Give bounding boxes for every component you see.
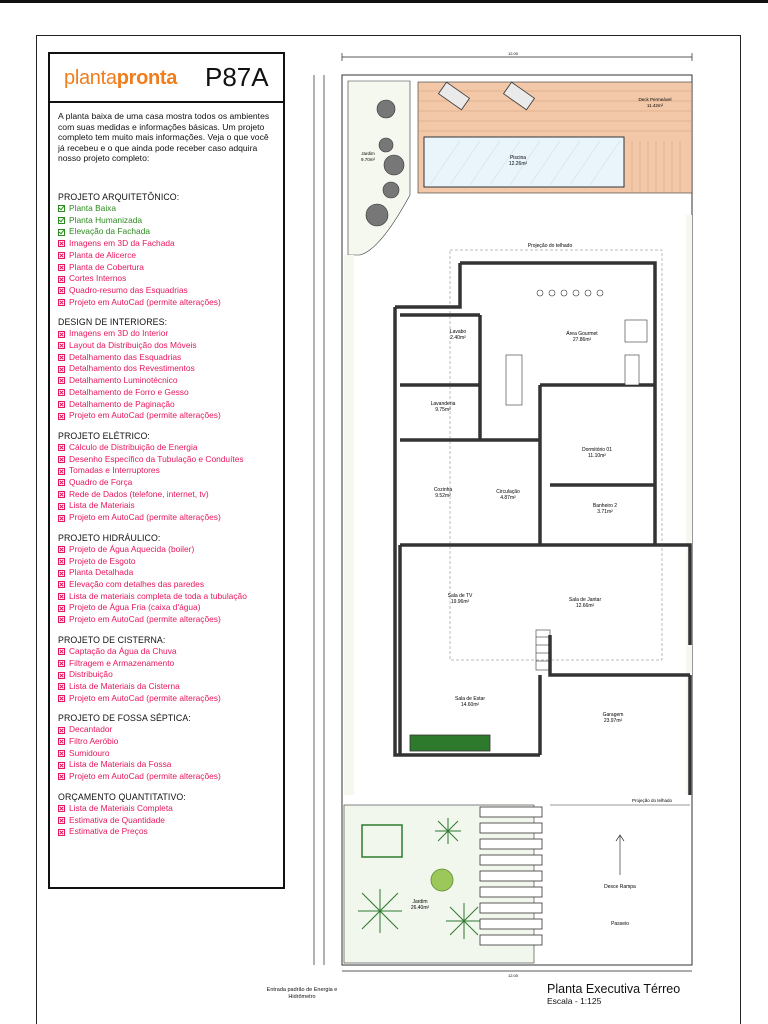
room-area: 12.66m² xyxy=(575,603,595,609)
deliverable-label: Planta Baixa xyxy=(69,203,117,213)
stairs xyxy=(536,630,550,670)
section-title: PROJETO HIDRÁULICO: xyxy=(58,532,161,543)
crossed-box-icon xyxy=(58,570,65,577)
section-title: DESIGN DE INTERIORES: xyxy=(58,317,168,328)
crossed-box-icon xyxy=(58,413,65,420)
crossed-box-icon xyxy=(58,456,65,463)
deliverable-label: Distribuição xyxy=(69,669,113,680)
deliverable-label: Planta Humanizada xyxy=(69,214,143,225)
room-name: Área Gourmet xyxy=(566,331,598,337)
intro-text: A planta baixa de uma casa mostra todos os ambientes com suas medidas e informações básicas. Um projeto completo tem muito mais informações. Veja o que você já recebeu e o que ainda pode receber caso adquira nosso projeto completo: xyxy=(58,111,270,164)
crossed-box-icon xyxy=(58,616,65,623)
crossed-box-icon xyxy=(58,738,65,745)
crossed-box-icon xyxy=(58,581,65,588)
crossed-box-icon xyxy=(58,727,65,734)
deliverable-section xyxy=(58,792,286,838)
room-name: Sala de Estar xyxy=(454,696,486,702)
crossed-box-icon xyxy=(58,401,65,408)
deliverable-item xyxy=(58,387,286,399)
deliverable-item xyxy=(58,567,286,579)
room-name: Deck Permeável xyxy=(638,97,672,102)
deliverable-item xyxy=(58,238,286,250)
deliverable-item xyxy=(58,489,286,501)
deliverable-label: Detalhamento de Forro e Gesso xyxy=(69,386,189,397)
deliverable-item xyxy=(58,363,286,375)
room-area: 9.75m² xyxy=(435,407,451,413)
deliverable-item xyxy=(58,285,286,297)
deliverable-item xyxy=(58,736,286,748)
deliverable-label: Projeto de Esgoto xyxy=(69,555,136,566)
deliverable-label: Lista de Materiais da Fossa xyxy=(69,759,172,770)
deliverable-item xyxy=(58,340,286,352)
deliverable-label: Projeto em AutoCad (permite alterações) xyxy=(69,410,221,421)
room-area: 11.42m² xyxy=(646,103,664,108)
brand-box xyxy=(50,54,283,103)
deliverable-label: Lista de Materiais da Cisterna xyxy=(69,680,180,691)
deliverable-label: Estimativa de Quantidade xyxy=(69,814,165,825)
section-title: PROJETO ARQUITETÔNICO: xyxy=(58,192,180,202)
checked-box-icon xyxy=(58,229,65,236)
crossed-box-icon xyxy=(58,354,65,361)
deliverable-item xyxy=(58,442,286,454)
deliverable-item xyxy=(58,328,286,340)
deliverable-item xyxy=(58,352,286,364)
crossed-box-icon xyxy=(58,762,65,769)
deliverable-section xyxy=(58,192,286,308)
room-area: 14.60m² xyxy=(460,702,480,708)
room-name: Lavanderia xyxy=(430,401,456,407)
deliverable-label: Elevação da Fachada xyxy=(69,226,151,237)
crossed-box-icon xyxy=(58,660,65,667)
deliverable-item xyxy=(58,591,286,603)
room-area: 4.87m² xyxy=(500,495,516,501)
deliverable-label: Detalhamento de Paginação xyxy=(69,398,175,409)
crossed-box-icon xyxy=(58,366,65,373)
house-walls xyxy=(395,263,690,795)
deliverable-item xyxy=(58,693,286,705)
deliverable-item xyxy=(58,297,286,309)
deliverable-item xyxy=(58,500,286,512)
deliverable-item xyxy=(58,815,286,827)
crossed-box-icon xyxy=(58,829,65,836)
deliverable-label: Quadro de Força xyxy=(69,477,133,488)
crossed-box-icon xyxy=(58,805,65,812)
deliverable-label: Elevação com detalhes das paredes xyxy=(69,578,205,589)
front-steps xyxy=(480,807,542,945)
deliverable-item xyxy=(58,614,286,626)
deliverable-label: Cortes Internos xyxy=(69,273,127,284)
crossed-box-icon xyxy=(58,276,65,283)
room-name: Lavabo xyxy=(449,329,467,335)
deliverable-label: Planta de Cobertura xyxy=(69,261,144,272)
deliverable-label: Detalhamento das Esquadrias xyxy=(69,351,182,362)
deliverable-section xyxy=(58,713,286,783)
room-area: 11.10m² xyxy=(588,453,606,459)
crossed-box-icon xyxy=(58,252,65,259)
crossed-box-icon xyxy=(58,503,65,510)
plan-title: Planta Executiva Térreo xyxy=(547,982,681,996)
deliverable-item xyxy=(58,477,286,489)
section-title: PROJETO DE CISTERNA: xyxy=(58,634,166,645)
deliverable-label: Detalhamento Luminotécnico xyxy=(69,375,178,386)
crossed-box-icon xyxy=(58,648,65,655)
deliverable-item xyxy=(58,250,286,262)
room-area: 2.40m² xyxy=(450,335,466,341)
deliverable-item xyxy=(58,556,286,568)
deliverable-item xyxy=(58,544,286,556)
deliverable-label: Filtro Aeróbio xyxy=(69,736,119,747)
deliverable-label: Sumidouro xyxy=(69,747,110,758)
room-name: Sala de TV xyxy=(447,593,473,599)
deliverable-item xyxy=(58,759,286,771)
room-name: Sala de Jantar xyxy=(568,597,602,603)
deliverable-label: Estimativa de Preços xyxy=(69,826,148,837)
crossed-box-icon xyxy=(58,515,65,522)
deliverable-item xyxy=(58,465,286,477)
crossed-box-icon xyxy=(58,479,65,486)
crossed-box-icon xyxy=(58,817,65,824)
deliverable-item xyxy=(58,771,286,783)
planter xyxy=(410,735,490,751)
deliverable-label: Projeto de Água Fria (caixa d'água) xyxy=(69,602,201,613)
deliverable-section xyxy=(58,317,286,422)
checked-box-icon xyxy=(58,217,65,224)
deliverable-section xyxy=(58,635,286,705)
deliverable-label: Decantador xyxy=(69,724,113,735)
deliverable-label: Planta Detalhada xyxy=(69,567,134,578)
deliverable-item xyxy=(58,399,286,411)
room-area: 12.26m² xyxy=(508,161,528,167)
deliverable-item xyxy=(58,579,286,591)
deliverable-label: Lista de Materiais Completa xyxy=(69,802,173,813)
section-title: PROJETO ELÉTRICO: xyxy=(58,430,150,441)
crossed-box-icon xyxy=(58,593,65,600)
deliverable-item xyxy=(58,826,286,838)
deliverable-item xyxy=(58,669,286,681)
room-name: Banheiro 2 xyxy=(592,503,618,509)
deliverable-label: Imagens em 3D do Interior xyxy=(69,328,169,339)
room-area: 19.96m² xyxy=(450,599,470,605)
deliverable-label: Layout da Distribuição dos Móveis xyxy=(69,340,197,351)
deliverable-label: Cálculo de Distribuição de Energia xyxy=(69,441,198,452)
deliverable-label: Lista de Materiais xyxy=(69,500,135,511)
deliverable-item xyxy=(58,375,286,387)
crossed-box-icon xyxy=(58,240,65,247)
crossed-box-icon xyxy=(58,672,65,679)
deliverable-label: Imagens em 3D da Fachada xyxy=(69,238,175,249)
crossed-box-icon xyxy=(58,389,65,396)
deliverable-item xyxy=(58,410,286,422)
deliverable-item xyxy=(58,658,286,670)
deliverable-item xyxy=(58,602,286,614)
deliverable-item xyxy=(58,262,286,274)
dim-top: 12.00 xyxy=(507,51,519,56)
crossed-box-icon xyxy=(58,342,65,349)
tree-icon xyxy=(431,869,453,891)
floor-plan-drawing xyxy=(300,45,740,1015)
section-title: ORÇAMENTO QUANTITATIVO: xyxy=(58,791,186,802)
deliverable-item xyxy=(58,203,286,215)
deliverable-item xyxy=(58,681,286,693)
crossed-box-icon xyxy=(58,264,65,271)
planta-pronta-logo: plantapronta xyxy=(64,67,178,89)
room-area: 9.70m² xyxy=(360,157,376,162)
roof-projection-label: Projeção do telhado xyxy=(527,243,573,249)
crossed-box-icon xyxy=(58,546,65,553)
deliverable-label: Projeto de Água Aquecida (boiler) xyxy=(69,543,195,554)
crossed-box-icon xyxy=(58,331,65,338)
crossed-box-icon xyxy=(58,773,65,780)
deliverable-label: Quadro-resumo das Esquadrias xyxy=(69,284,188,295)
deliverable-label: Captação da Água da Chuva xyxy=(69,645,177,656)
deliverable-label: Projeto em AutoCad (permite alterações) xyxy=(69,692,221,703)
floor-plan xyxy=(300,45,740,1015)
roof-projection-label-2: Projeção do telhado xyxy=(631,798,673,803)
deliverable-label: Tomadas e Interruptores xyxy=(69,465,160,476)
ramp-label: Desce Rampa xyxy=(604,884,636,890)
room-area: 3.71m² xyxy=(597,509,613,515)
crossed-box-icon xyxy=(58,287,65,294)
deliverable-label: Desenho Específico da Tubulação e Conduítes xyxy=(69,453,244,464)
plan-scale: Escala - 1:125 xyxy=(547,996,602,1006)
deliverable-label: Planta de Alicerce xyxy=(69,249,137,260)
deliverable-item xyxy=(58,724,286,736)
deliverable-label: Projeto em AutoCad (permite alterações) xyxy=(69,614,221,625)
deliverable-label: Lista de materiais completa de toda a tubulação xyxy=(69,590,247,601)
crossed-box-icon xyxy=(58,468,65,475)
crossed-box-icon xyxy=(58,683,65,690)
deliverable-label: Detalhamento dos Revestimentos xyxy=(69,363,195,374)
room-name: Circulação xyxy=(496,489,520,495)
deliverable-section xyxy=(58,431,286,524)
deliverable-label: Projeto em AutoCad (permite alterações) xyxy=(69,296,221,307)
deliverable-item xyxy=(58,273,286,285)
deliverable-item xyxy=(58,646,286,658)
room-name: Piscina xyxy=(509,155,527,161)
deliverable-label: Filtragem e Armazenamento xyxy=(69,657,175,668)
crossed-box-icon xyxy=(58,695,65,702)
room-area: 9.52m² xyxy=(435,493,451,499)
dim-bottom: 12.00 xyxy=(507,973,519,978)
room-area: 27.86m² xyxy=(572,337,592,343)
room-name: Garagem xyxy=(602,712,624,718)
deliverables-list xyxy=(58,192,286,847)
section-title: PROJETO DE FOSSA SÉPTICA: xyxy=(58,713,191,724)
room-area: 23.97m² xyxy=(603,718,623,724)
info-panel xyxy=(48,52,285,889)
deliverable-item xyxy=(58,215,286,227)
crossed-box-icon xyxy=(58,299,65,306)
deliverable-item xyxy=(58,226,286,238)
crossed-box-icon xyxy=(58,605,65,612)
checked-box-icon xyxy=(58,205,65,212)
deliverable-label: Projeto em AutoCad (permite alterações) xyxy=(69,512,221,523)
top-rule xyxy=(0,0,768,3)
crossed-box-icon xyxy=(58,491,65,498)
deliverable-label: Rede de Dados (telefone, internet, tv) xyxy=(69,488,209,499)
deliverable-item xyxy=(58,803,286,815)
deliverable-item xyxy=(58,512,286,524)
crossed-box-icon xyxy=(58,377,65,384)
project-code: P87A xyxy=(205,62,269,92)
crossed-box-icon xyxy=(58,444,65,451)
deliverable-section xyxy=(58,533,286,626)
room-area: 26.40m² xyxy=(410,905,430,911)
room-name: Cozinha xyxy=(433,487,453,493)
sidewalk-label: Passeio xyxy=(611,921,629,927)
footnote: Entrada padrão de Energia e Hidrômetro xyxy=(266,987,338,1000)
room-name: Jardim xyxy=(412,899,428,905)
crossed-box-icon xyxy=(58,750,65,757)
deliverable-item xyxy=(58,454,286,466)
deliverable-item xyxy=(58,748,286,760)
room-name: Dormitório 01 xyxy=(581,447,613,453)
room-name: Jardim xyxy=(361,151,375,156)
crossed-box-icon xyxy=(58,558,65,565)
deliverable-label: Projeto em AutoCad (permite alterações) xyxy=(69,771,221,782)
